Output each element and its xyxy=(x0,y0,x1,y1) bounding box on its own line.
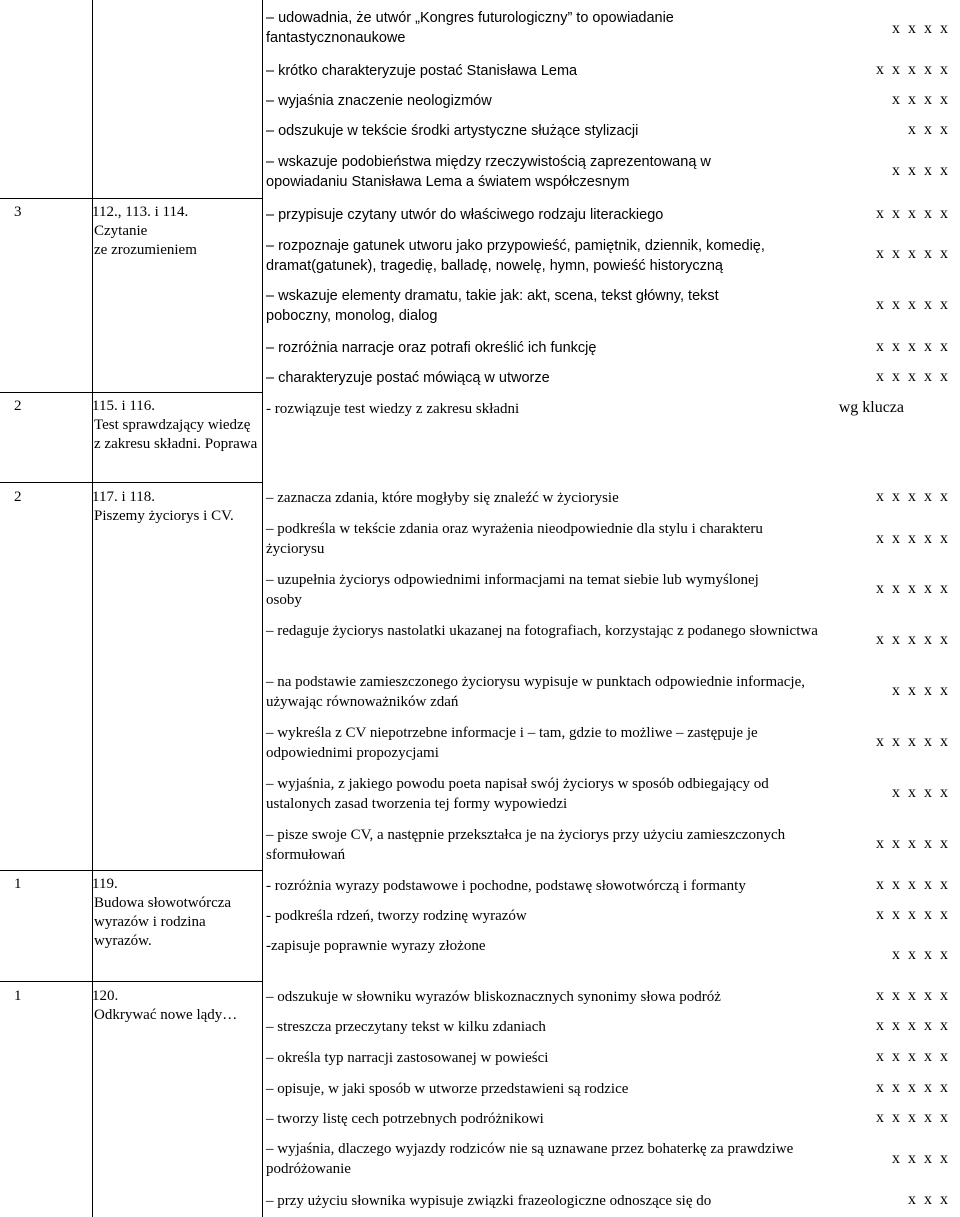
lesson-info xyxy=(94,875,258,951)
requirement-text: - podkreśla rdzeń, tworzy rodzinę wyrazów xyxy=(266,908,527,924)
grade-marks: x x x x x xyxy=(876,1079,948,1096)
grade-marks: x x x x xyxy=(892,20,948,37)
requirement-text: – udowadnia, że utwór „Kongres futurologiczny” to opowiadanie fantastycznonaukowe xyxy=(266,10,674,46)
requirement-text: – rozróżnia narracje oraz potrafi określić ich funkcję xyxy=(266,340,597,356)
grade-marks: x x x x x xyxy=(876,1017,948,1034)
requirement-text: - rozróżnia wyrazy podstawowe i pochodne, podstawę słowotwórczą i formanty xyxy=(266,878,746,894)
grade-marks: x x x x xyxy=(892,946,948,963)
lesson-title: Budowa słowotwórcza wyrazów i rodzina wyrazów. xyxy=(94,895,232,949)
grade-marks: x x x x xyxy=(892,162,948,179)
grade-marks: x x x x x xyxy=(876,338,948,355)
row-divider xyxy=(0,482,262,483)
grade-marks: x x x x xyxy=(892,1150,948,1167)
lesson-info xyxy=(94,488,258,526)
grade-marks: x x x x x xyxy=(876,987,948,1004)
requirement-text: – uzupełnia życiorys odpowiednimi informacjami na temat siebie lub wymyślonej osoby xyxy=(266,572,759,608)
row-divider xyxy=(0,392,262,393)
lesson-title: Odkrywać nowe lądy… xyxy=(94,1007,238,1023)
grade-marks: x x x xyxy=(908,121,948,138)
lesson-hours: 1 xyxy=(14,876,22,892)
grade-marks: x x x xyxy=(908,1191,948,1208)
requirement-text: – wyjaśnia, dlaczego wyjazdy rodziców nie są uznawane przez bohaterkę za prawdziwe podróżowanie xyxy=(266,1141,794,1177)
lesson-number: 120. xyxy=(92,988,119,1004)
row-divider xyxy=(0,870,262,871)
requirement-text: – przy użyciu słownika wypisuje związki frazeologiczne odnoszące się do xyxy=(266,1193,712,1209)
lesson-info xyxy=(94,987,258,1025)
requirement-text: – streszcza przeczytany tekst w kilku zdaniach xyxy=(266,1019,546,1035)
grade-marks: x x x x x xyxy=(876,245,948,262)
grade-marks: x x x x x xyxy=(876,368,948,385)
grade-marks: x x x x xyxy=(892,682,948,699)
requirement-text: – wyjaśnia, z jakiego powodu poeta napisał swój życiorys w sposób odbiegający od ustalonych zasad tworzenia tej formy wypowiedzi xyxy=(266,776,769,812)
requirement-text: – wskazuje elementy dramatu, takie jak: akt, scena, tekst główny, tekst poboczny, monolog, dialog xyxy=(266,288,719,324)
grade-marks: x x x x x xyxy=(876,580,948,597)
grade-marks: x x x x x xyxy=(876,835,948,852)
lesson-number: 112., 113. i 114. xyxy=(92,204,189,220)
requirement-text: – zaznacza zdania, które mogłyby się znaleźć w życiorysie xyxy=(266,490,619,506)
grade-marks: x x x x x xyxy=(876,1109,948,1126)
lesson-number: 119. xyxy=(92,876,118,892)
lesson-title: Test sprawdzający wiedzę z zakresu składni. Poprawa xyxy=(94,417,258,452)
column-divider xyxy=(262,0,263,1217)
grade-marks: x x x x x xyxy=(876,296,948,313)
grade-marks: x x x x x xyxy=(876,876,948,893)
grade-marks: x x x x x xyxy=(876,733,948,750)
requirement-text: - rozwiązuje test wiedzy z zakresu składni xyxy=(266,401,520,417)
requirement-text: – krótko charakteryzuje postać Stanisława Lema xyxy=(266,63,578,79)
lesson-hours: 3 xyxy=(14,204,22,220)
column-divider xyxy=(92,0,93,1217)
grade-marks: x x x x xyxy=(892,784,948,801)
lesson-title: Piszemy życiorys i CV. xyxy=(94,508,234,524)
lesson-hours: 1 xyxy=(14,988,22,1004)
lesson-info xyxy=(94,397,258,454)
requirement-text: – wykreśla z CV niepotrzebne informacje i – tam, gdzie to możliwe – zastępuje je odpowiednimi propozycjami xyxy=(266,725,758,761)
requirement-text: – opisuje, w jaki sposób w utworze przedstawieni są rodzice xyxy=(266,1081,629,1097)
grade-marks: x x x x x xyxy=(876,205,948,222)
grade-marks: x x x x x xyxy=(876,631,948,648)
row-divider xyxy=(0,981,262,982)
grade-marks: x x x x x xyxy=(876,1048,948,1065)
row-divider xyxy=(0,198,262,199)
lesson-hours: 2 xyxy=(14,398,22,414)
grade-marks: x x x x x xyxy=(876,488,948,505)
grade-marks: x x x x xyxy=(892,91,948,108)
grade-marks: wg klucza xyxy=(838,399,904,416)
grade-marks: x x x x x xyxy=(876,906,948,923)
requirement-text: – odszukuje w słowniku wyrazów bliskoznacznych synonimy słowa podróż xyxy=(266,989,721,1005)
requirement-text: – pisze swoje CV, a następnie przekształca je na życiorys przy użyciu zamieszczonych sformułowań xyxy=(266,827,786,863)
requirement-text: – wskazuje podobieństwa między rzeczywistością zaprezentowaną w opowiadaniu Stanisława Lema a światem współczesnym xyxy=(266,154,711,190)
requirement-text: – redaguje życiorys nastolatki ukazanej na fotografiach, korzystając z podanego słownictwa xyxy=(266,623,818,639)
requirement-text: – odszukuje w tekście środki artystyczne służące stylizacji xyxy=(266,123,639,139)
requirement-text: – przypisuje czytany utwór do właściwego rodzaju literackiego xyxy=(266,207,664,223)
lesson-number: 117. i 118. xyxy=(92,489,156,505)
requirement-text: – określa typ narracji zastosowanej w powieści xyxy=(266,1050,549,1066)
requirement-text: -zapisuje poprawnie wyrazy złożone xyxy=(266,938,486,954)
grade-marks: x x x x x xyxy=(876,61,948,78)
lesson-title: Czytanie ze zrozumieniem xyxy=(94,223,197,258)
lesson-number: 115. i 116. xyxy=(92,398,156,414)
lesson-hours: 2 xyxy=(14,489,22,505)
requirement-text: – wyjaśnia znaczenie neologizmów xyxy=(266,93,492,109)
grade-marks: x x x x x xyxy=(876,530,948,547)
requirement-text: – rozpoznaje gatunek utworu jako przypowieść, pamiętnik, dziennik, komedię, dramat(gatunek), tragedię, balladę, nowelę, hymn, powieść historyczną xyxy=(266,238,765,274)
requirement-text: – na podstawie zamieszczonego życiorysu wypisuje w punktach odpowiednie informacje, używając równoważników zdań xyxy=(266,674,805,710)
requirement-text: – podkreśla w tekście zdania oraz wyrażenia nieodpowiednie dla stylu i charakteru życiorysu xyxy=(266,521,763,557)
requirement-text: – tworzy listę cech potrzebnych podróżnikowi xyxy=(266,1111,544,1127)
lesson-info xyxy=(94,203,258,260)
requirement-text: – charakteryzuje postać mówiącą w utworze xyxy=(266,370,550,386)
